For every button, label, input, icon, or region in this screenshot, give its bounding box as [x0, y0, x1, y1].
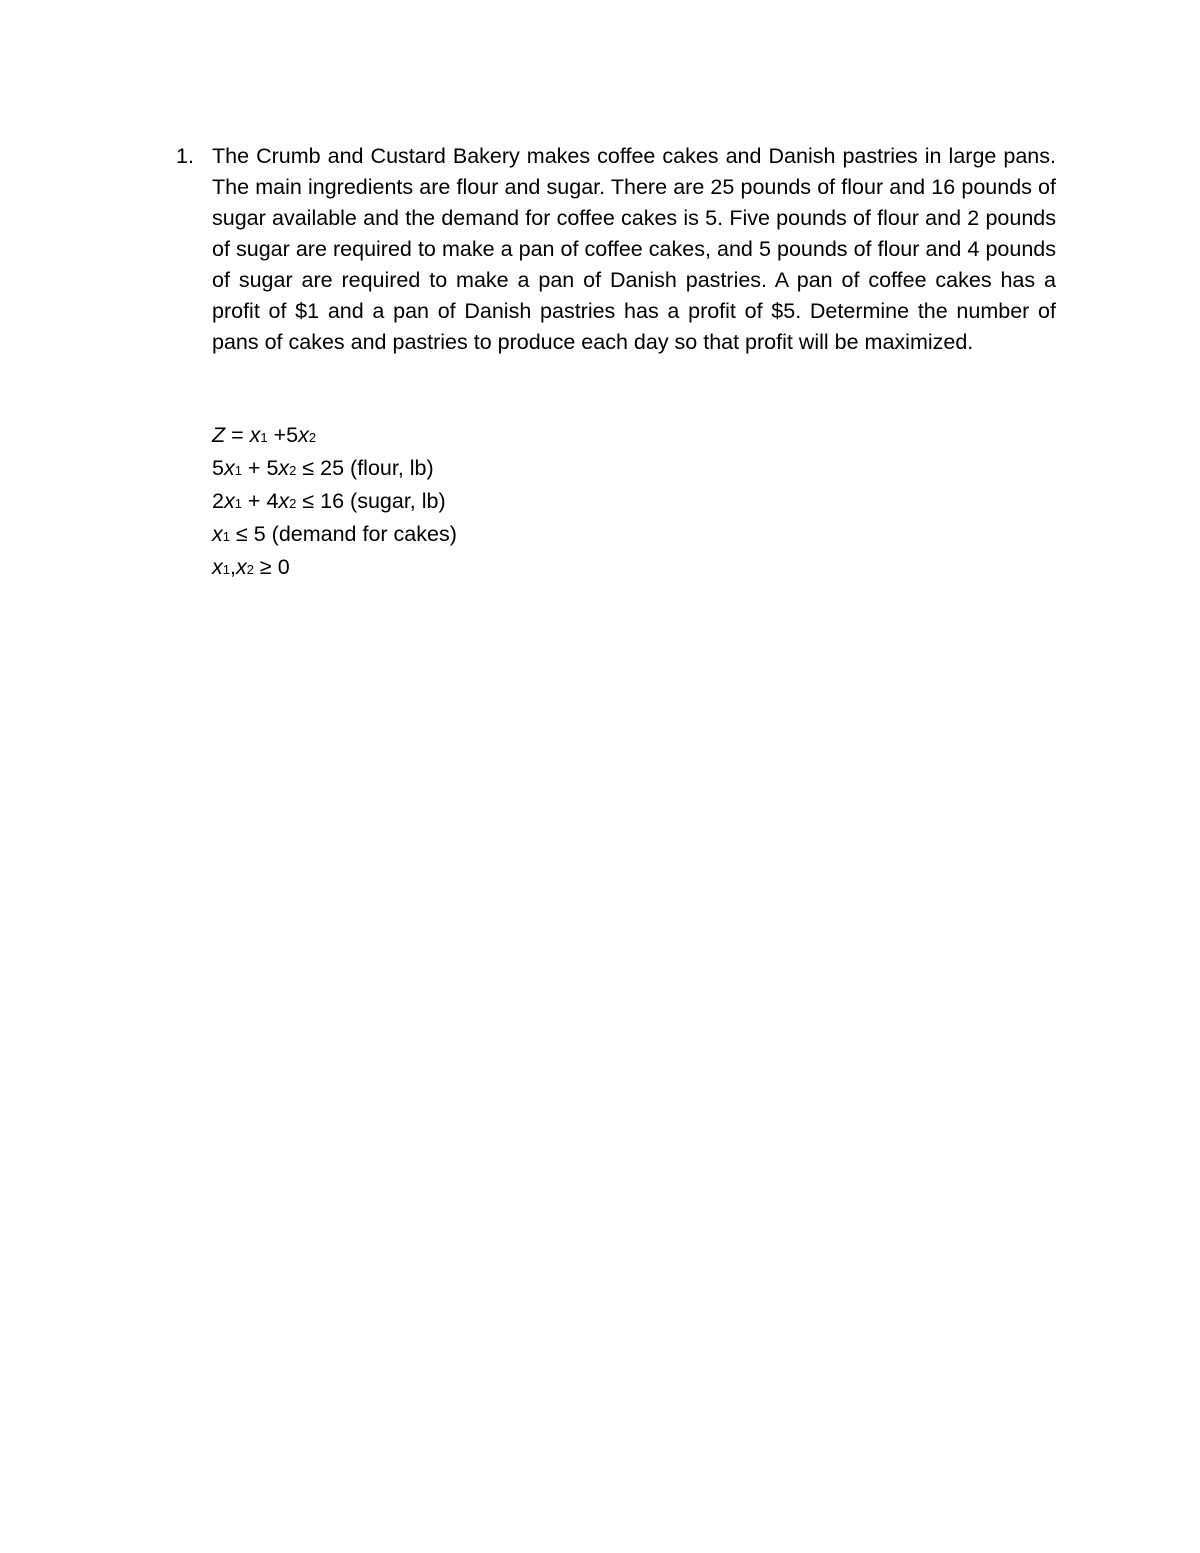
- objective-equals: =: [225, 423, 250, 447]
- demand-constraint: [212, 519, 457, 552]
- subscript-1: 1: [234, 496, 242, 511]
- demand-rhs: ≤ 5 (demand for cakes): [229, 522, 457, 546]
- problem-1: [176, 141, 1056, 358]
- variable-x1: x: [223, 456, 235, 480]
- objective-function: [212, 420, 457, 453]
- variable-x1: x: [212, 555, 223, 579]
- variable-x1: x: [212, 522, 223, 546]
- lp-model: [212, 420, 457, 585]
- subscript-1: 1: [260, 430, 268, 445]
- flour-plus-coef: + 5: [241, 456, 279, 480]
- problem-statement: The Crumb and Custard Bakery makes coffee cakes and Danish pastries in large pans. The main ingredients are flour and sugar. There are 25 pounds of flour and 16 pounds of sugar available and the demand for coffee cakes is 5. Five pounds of flour and 2 pounds of sugar are required to make a pan of coffee cakes, and 5 pounds of flour and 4 pounds of sugar are required to make a pan of Danish pastries. A pan of coffee cakes has a profit of $1 and a pan of Danish pastries has a profit of $5. Determine the number of pans of cakes and pastries to produce each day so that profit will be maximized.: [212, 144, 1056, 354]
- subscript-2: 2: [246, 562, 254, 577]
- nonneg-comma: ,: [229, 555, 236, 579]
- nonneg-rhs: ≥ 0: [253, 555, 290, 579]
- variable-x2: x: [278, 489, 290, 513]
- objective-plus-coef: +5: [267, 423, 299, 447]
- subscript-2: 2: [289, 496, 297, 511]
- subscript-2: 2: [289, 463, 297, 478]
- subscript-1: 1: [222, 529, 230, 544]
- flour-constraint: [212, 453, 457, 486]
- problem-number: 1.: [176, 144, 194, 168]
- variable-x1: x: [223, 489, 235, 513]
- variable-x2: x: [298, 423, 309, 447]
- sugar-rhs: ≤ 16 (sugar, lb): [296, 489, 446, 513]
- sugar-coef-1: 2: [212, 489, 224, 513]
- variable-x1: x: [249, 423, 261, 447]
- objective-variable: Z: [212, 423, 226, 447]
- flour-rhs: ≤ 25 (flour, lb): [296, 456, 434, 480]
- sugar-constraint: [212, 486, 457, 519]
- nonnegativity-constraint: [212, 552, 457, 585]
- subscript-1: 1: [234, 463, 242, 478]
- variable-x2: x: [235, 555, 247, 579]
- variable-x2: x: [278, 456, 290, 480]
- subscript-1: 1: [222, 562, 230, 577]
- sugar-plus-coef: + 4: [241, 489, 279, 513]
- subscript-2: 2: [308, 430, 317, 445]
- flour-coef-1: 5: [212, 456, 224, 480]
